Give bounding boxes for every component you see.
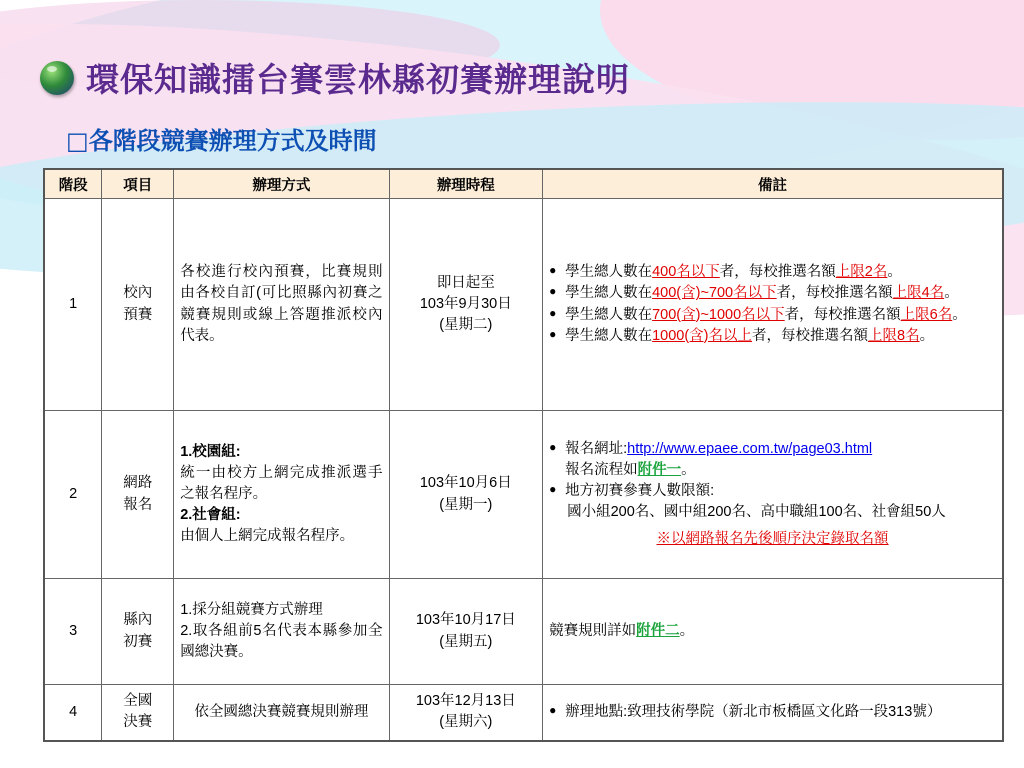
square-bullet-icon: □ [66, 127, 89, 155]
method-heading: 2.社會組: [180, 507, 241, 523]
list-item: ● 學生總人數在700(含)~1000名以下者，每校推選名額上限6名。 [549, 305, 996, 326]
method-cell: 各校進行校內預賽，比賽規則由各校自訂(可比照縣內初賽之競賽規則或線上答題推派校內代表。 [174, 199, 389, 411]
globe-icon [40, 61, 74, 95]
method-text: 2.取各組前5名代表本縣參加全國總決賽。 [180, 622, 383, 660]
date-line: (星期一) [439, 496, 493, 513]
table-row [44, 411, 1003, 579]
header-stage: 階段 [44, 169, 102, 199]
list-item: ● 報名網址:http://www.epaee.com.tw/page03.html 報名流程如附件一。 [549, 439, 996, 481]
registration-link[interactable]: http://www.epaee.com.tw/page03.html [627, 440, 873, 457]
method-cell [174, 411, 389, 579]
table-header-row [44, 169, 1003, 199]
section-subtitle [66, 121, 377, 156]
title-row [40, 54, 630, 101]
date-line: 103年12月13日 [415, 693, 516, 710]
date-line: 即日起至 [436, 274, 495, 291]
item-cell: 全國 決賽 [102, 685, 174, 741]
schedule-cell [389, 579, 543, 685]
date-line: (星期五) [439, 633, 493, 650]
schedule-cell [389, 411, 543, 579]
item-cell: 網路 報名 [102, 411, 174, 579]
notes-cell [543, 411, 1003, 579]
date-line: 103年10月17日 [415, 612, 516, 629]
item-cell: 校內 預賽 [102, 199, 174, 411]
list-item: ● 學生總人數在400(含)~700名以下者，每校推選名額上限4名。 [549, 283, 996, 304]
notes-cell [543, 685, 1003, 741]
schedule-cell [389, 685, 543, 741]
header-notes: 備註 [543, 169, 1003, 199]
stage-cell: 2 [44, 411, 102, 579]
date-line: 103年10月6日 [419, 475, 512, 492]
method-heading: 1.校園組: [180, 443, 241, 460]
item-cell: 縣內 初賽 [102, 579, 174, 685]
list-item: ● 學生總人數在1000(含)名以上者，每校推選名額上限8名。 [549, 326, 996, 347]
schedule-cell [389, 199, 543, 411]
date-line: (星期六) [439, 714, 493, 731]
attachment-1-link[interactable]: 附件一 [637, 461, 682, 478]
page-title: 環保知識擂台賽雲林縣初賽辦理說明 [86, 60, 630, 99]
notes-cell: 競賽規則詳如附件二。 [543, 579, 1003, 685]
method-text: 1.採分組競賽方式辦理 [180, 601, 323, 618]
list-item: ● 辦理地點:致理技術學院（新北市板橋區文化路一段313號） [549, 702, 996, 723]
table-row [44, 685, 1003, 741]
header-schedule: 辦理時程 [389, 169, 543, 199]
method-cell: 依全國總決賽競賽規則辦理 [174, 685, 389, 741]
header-item: 項目 [102, 169, 174, 199]
notes-cell [543, 199, 1003, 411]
attachment-2-link[interactable]: 附件二 [636, 622, 680, 639]
schedule-table [43, 168, 1004, 742]
subtitle-text: 各階段競賽辦理方式及時間 [88, 127, 377, 155]
stage-cell: 3 [44, 579, 102, 685]
stage-cell: 1 [44, 199, 102, 411]
stage-cell: 4 [44, 685, 102, 741]
list-item: ● 學生總人數在400名以下者，每校推選名額上限2名。 [549, 262, 996, 283]
header-method: 辦理方式 [174, 169, 389, 199]
method-text: 由個人上網完成報名程序。 [180, 528, 355, 545]
method-cell [174, 579, 389, 685]
table-row [44, 579, 1003, 685]
date-line: 103年9月30日 [419, 295, 512, 312]
admission-note: ※以網路報名先後順序決定錄取名額 [656, 531, 889, 548]
method-text: 統一由校方上網完成推派選手之報名程序。 [180, 464, 383, 502]
table-row [44, 199, 1003, 411]
list-item: ● 地方初賽參賽人數限額: 國小組200名、國中組200名、高中職組100名、社會組50人 [549, 481, 996, 523]
date-line: (星期二) [439, 317, 493, 333]
